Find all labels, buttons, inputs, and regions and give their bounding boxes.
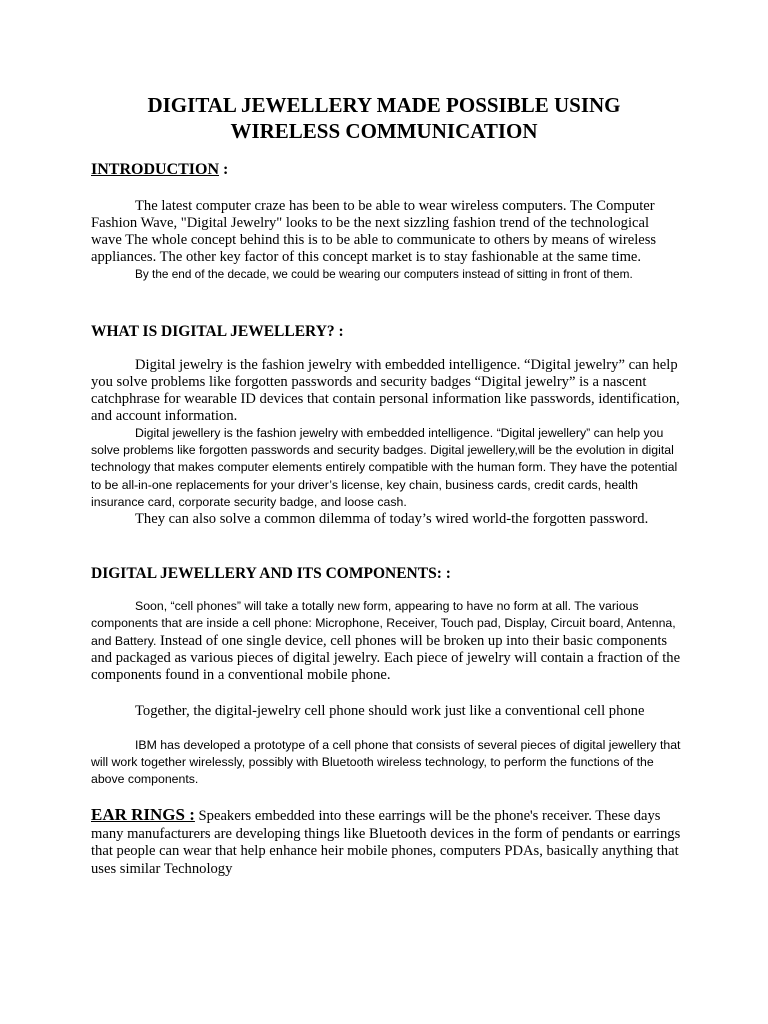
components-paragraph-1 [91, 598, 681, 684]
what-is-paragraph-3: They can also solve a common dilemma of today’s wired world-the forgotten password. [135, 511, 649, 527]
components-paragraph-3: IBM has developed a prototype of a cell phone that consists of several pieces of digital jewellery that will work together wirelessly, possibly with Bluetooth wireless technology, to perform the functions of the above components. [91, 738, 681, 787]
what-is-paragraph-1: Digital jewelry is the fashion jewelry with embedded intelligence. “Digital jewelry” can help you solve problems like forgotten passwords and security badges “Digital jewelry” is a nascent catchphrase for wearable ID devices that contain personal information like passwords, identification, and account information. [91, 357, 680, 424]
introduction-paragraph: The latest computer craze has been to be able to wear wireless computers. The Computer Fashion Wave, "Digital Jewelry" looks to be the next sizzling fashion trend of the technological wave The whole concept behind this is to be able to communicate to others by means of wireless appliances. The other key factor of this concept market is to stay fashionable at the same time. [91, 198, 657, 265]
introduction-heading [91, 160, 228, 180]
what-is-paragraph-2: Digital jewellery is the fashion jewelry with embedded intelligence. “Digital jewellery” can help you solve problems like forgotten passwords and security badges. Digital jewellery,will be the evolution in digital technology that makes computer elements entirely compatible with the human form. They have the potential to be all-in-one replacements for your driver’s license, key chain, business cards, credit cards, health insurance card, corporate security badge, and loose cash. [91, 426, 678, 509]
introduction-heading-text: INTRODUCTION [91, 161, 220, 178]
ear-rings-paragraph [91, 806, 681, 878]
components-paragraph-1-sans: Soon, “cell phones” will take a totally new form, appearing to have no form at all. The various components that are inside a cell phone: Microphone, Receiver, Touch pad, Display, Circuit board, Antenna, and Battery. [91, 599, 676, 648]
ear-rings-text: Speakers embedded into these earrings will be the phone's receiver. These days many manufacturers are developing things like Bluetooth devices in the form of pendants or earrings that people can wear that help enhance heir mobile phones, computers PDAs, basically anything that uses similar Technology [91, 808, 681, 877]
components-heading: DIGITAL JEWELLERY AND ITS COMPONENTS: : [91, 565, 451, 582]
document-title [90, 92, 678, 144]
introduction-sans-line: By the end of the decade, we could be wearing our computers instead of sitting in front of them. [135, 267, 633, 281]
ear-rings-label: EAR RINGS : [91, 805, 195, 824]
title-line-2: WIRELESS COMMUNICATION [230, 119, 538, 143]
components-paragraph-2: Together, the digital-jewelry cell phone should work just like a conventional cell phone [135, 703, 645, 719]
what-is-heading: WHAT IS DIGITAL JEWELLERY? : [91, 323, 344, 340]
title-line-1: DIGITAL JEWELLERY MADE POSSIBLE USING [147, 93, 621, 117]
introduction-heading-colon: : [219, 161, 229, 178]
components-paragraph-1-serif: Instead of one single device, cell phones will be broken up into their basic components and packaged as various pieces of digital jewelry. Each piece of jewelry will contain a fraction of the components found in a conventional mobile phone. [91, 632, 681, 684]
